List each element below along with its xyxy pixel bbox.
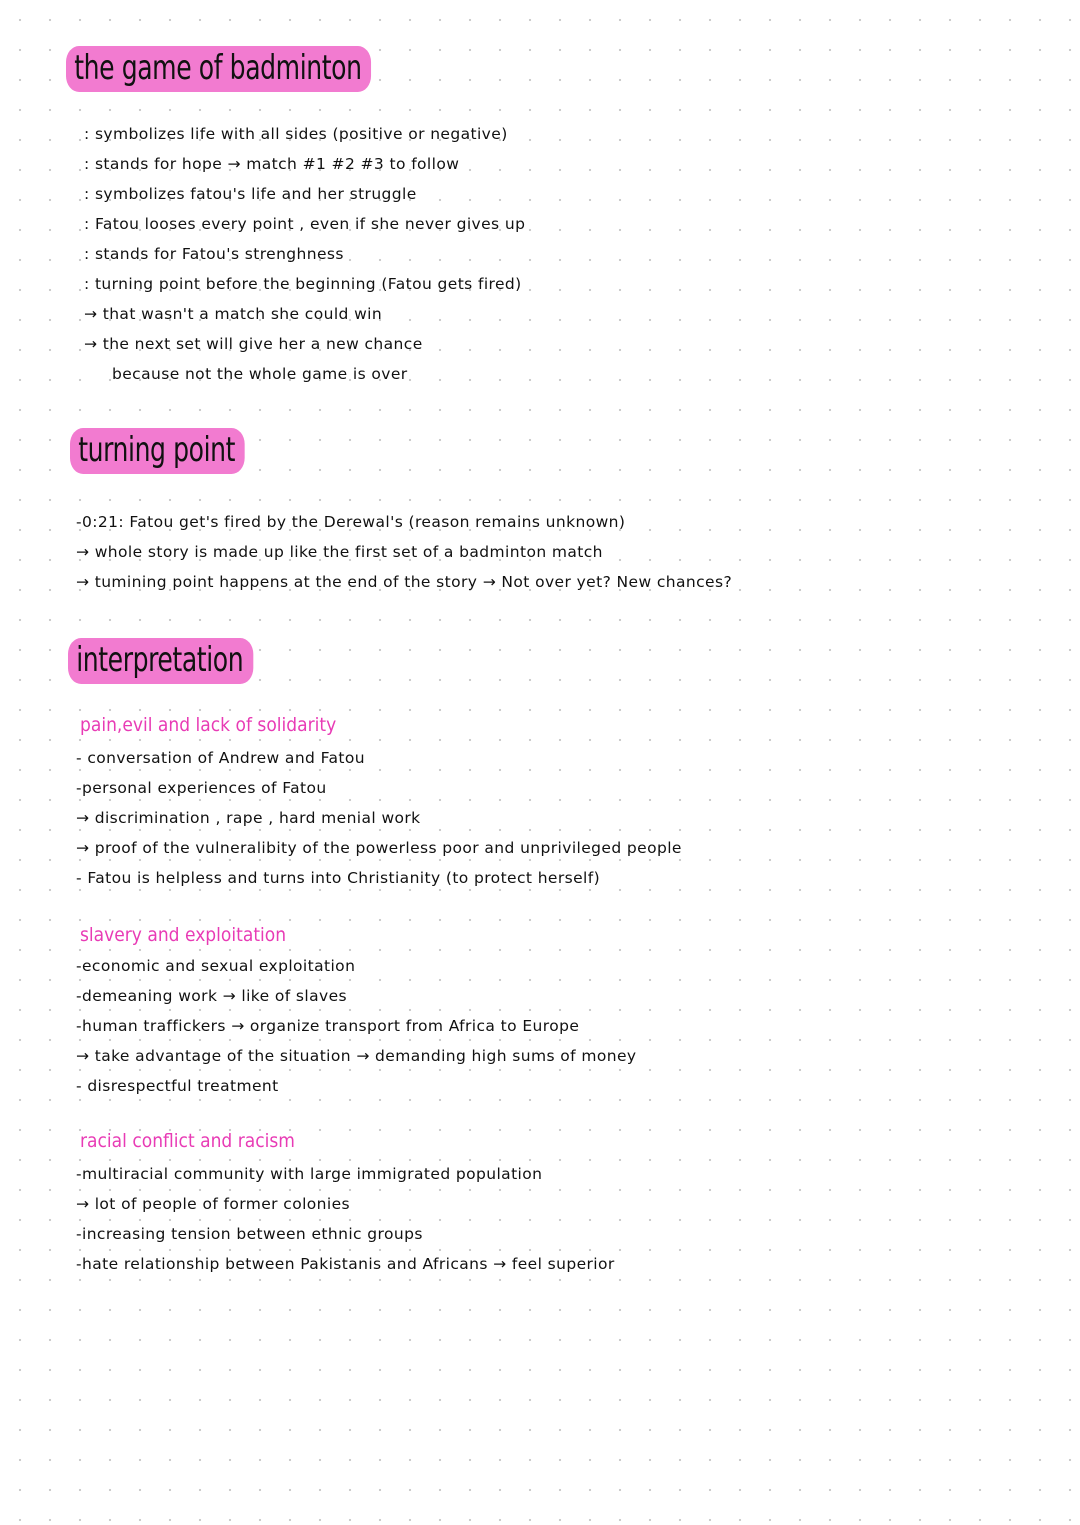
note-line: : turning point before the beginning (Fatou gets fired) [84, 275, 522, 293]
note-line: → tumining point happens at the end of the story → Not over yet? New chances? [76, 573, 733, 591]
note-line: -multiracial community with large immigrated population [76, 1165, 543, 1183]
note-line: -economic and sexual exploitation [76, 957, 356, 975]
note-line: -increasing tension between ethnic groups [76, 1225, 423, 1243]
subheading-pain-evil: pain,evil and lack of solidarity [80, 714, 337, 736]
note-line: : stands for Fatou's strenghness [84, 245, 344, 263]
note-line: → lot of people of former colonies [76, 1195, 351, 1213]
note-line: → take advantage of the situation → demanding high sums of money [76, 1047, 637, 1065]
note-line: : stands for hope → match #1 #2 #3 to follow [84, 155, 460, 173]
section-heading-badminton: the game of badminton [66, 46, 371, 92]
note-line: → that wasn't a match she could win [84, 305, 383, 323]
note-line: - conversation of Andrew and Fatou [76, 749, 365, 767]
subheading-racial-conflict: racial conflict and racism [80, 1130, 295, 1152]
note-line: → discrimination , rape , hard menial work [76, 809, 421, 827]
section-heading-turning-point: turning point [70, 428, 245, 474]
note-line: -personal experiences of Fatou [76, 779, 327, 797]
section-heading-interpretation: interpretation [68, 638, 253, 684]
note-line: → proof of the vulneralibity of the powerless poor and unprivileged people [76, 839, 682, 857]
note-line: -demeaning work → like of slaves [76, 987, 348, 1005]
note-line: - Fatou is helpless and turns into Christianity (to protect herself) [76, 869, 601, 887]
note-line: → whole story is made up like the first set of a badminton match [76, 543, 603, 561]
note-line: : symbolizes life with all sides (positive or negative) [84, 125, 508, 143]
note-line: because not the whole game is over [112, 365, 408, 383]
subheading-slavery: slavery and exploitation [80, 924, 287, 946]
note-line: - disrespectful treatment [76, 1077, 279, 1095]
note-line: -human traffickers → organize transport from Africa to Europe [76, 1017, 580, 1035]
note-line: → the next set will give her a new chance [84, 335, 423, 353]
note-line: -0:21: Fatou get's fired by the Derewal's (reason remains unknown) [76, 513, 626, 531]
note-line: : symbolizes fatou's life and her struggle [84, 185, 417, 203]
note-line: -hate relationship between Pakistanis and Africans → feel superior [76, 1255, 615, 1273]
note-line: : Fatou looses every point , even if she never gives up [84, 215, 526, 233]
